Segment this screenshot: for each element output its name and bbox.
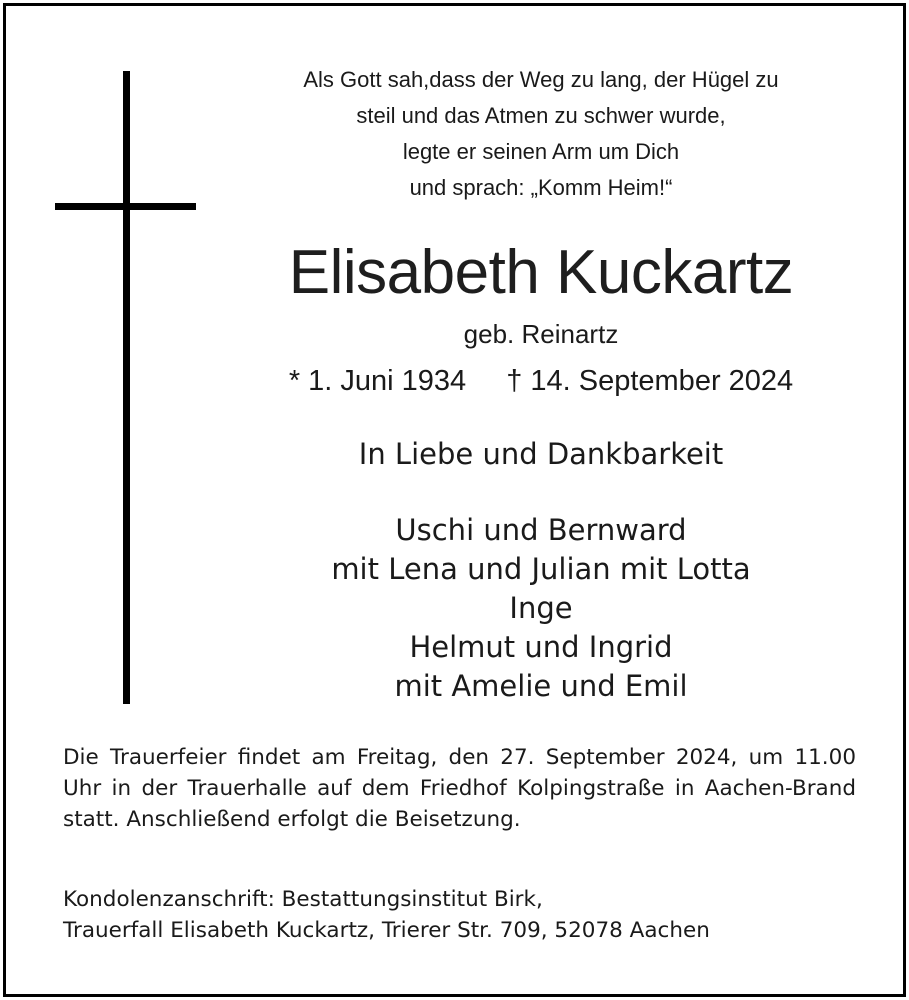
life-dates bbox=[206, 361, 876, 401]
deceased-name: Elisabeth Kuckartz bbox=[288, 238, 794, 307]
obituary-frame bbox=[3, 3, 906, 997]
condolence-address bbox=[63, 884, 856, 946]
family-line: mit Lena und Julian mit Lotta bbox=[331, 552, 751, 586]
maiden-name: geb. Reinartz bbox=[463, 319, 619, 349]
poem bbox=[206, 62, 876, 206]
family-list bbox=[206, 511, 876, 706]
birth-date: * 1. Juni 1934 bbox=[288, 365, 467, 397]
cross-icon-horizontal bbox=[55, 203, 196, 210]
condolence-line: Kondolenzanschrift: Bestattungsinstitut Birk, bbox=[63, 887, 543, 912]
family-line: Inge bbox=[509, 591, 573, 625]
poem-line: legte er seinen Arm um Dich bbox=[402, 139, 680, 164]
poem-line: Als Gott sah,dass der Weg zu lang, der Hügel zu bbox=[303, 67, 779, 92]
death-date: † 14. September 2024 bbox=[506, 365, 794, 397]
condolence-line: Trauerfall Elisabeth Kuckartz, Trierer Str. 709, 52078 Aachen bbox=[63, 918, 710, 943]
poem-line: steil und das Atmen zu schwer wurde, bbox=[356, 103, 726, 128]
poem-line: und sprach: „Komm Heim!“ bbox=[409, 175, 673, 200]
family-line: Uschi und Bernward bbox=[395, 513, 687, 547]
family-line: Helmut und Ingrid bbox=[409, 630, 673, 664]
family-line: mit Amelie und Emil bbox=[394, 669, 688, 703]
cross-icon-vertical bbox=[123, 71, 130, 704]
dedication: In Liebe und Dankbarkeit bbox=[358, 437, 724, 471]
service-notice: Die Trauerfeier findet am Freitag, den 27. September 2024, um 11.00 Uhr in der Trauerhalle auf dem Friedhof Kolpingstraße in Aachen-Brand statt. Anschließend erfolgt die Beisetzung. bbox=[63, 745, 856, 832]
